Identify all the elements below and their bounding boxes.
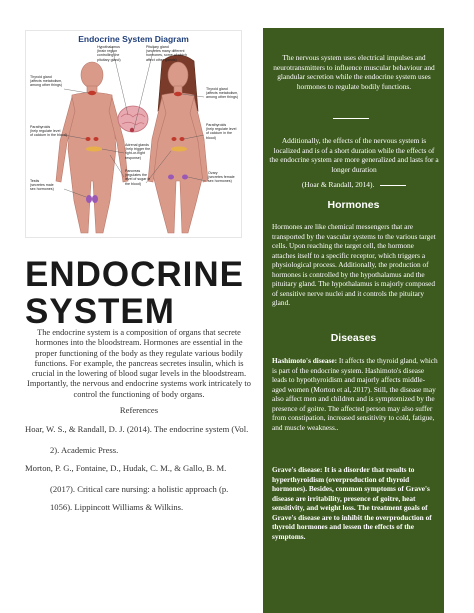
reference-2-line-1: Morton, P. G., Fontaine, D., Hudak, C. M., & Gallo, B. M.	[25, 463, 227, 473]
divider-rule-1	[333, 118, 369, 119]
page-title-line-2: SYSTEM	[25, 292, 175, 331]
hormones-paragraph: Hormones are like chemical messengers that are transported by the vascular systems to the various target cells. Upon reaching the target cell, the hormone attaches itself to a specific receptor, which triggers a physiological process. Additionally, the production of hormones is controlled by the hypothalamus and the pituitary gland. The hypothalamus is majorly composed of sensitive nerve nuclei and it controls the pituitary gland.	[272, 222, 436, 307]
reference-1	[25, 423, 260, 456]
label-ovary: Ovary (secretes female sex hormones)	[208, 171, 235, 184]
effects-citation-line	[269, 180, 439, 190]
hashimoto-paragraph	[272, 356, 438, 432]
effects-citation: (Hoar & Randall, 2014).	[301, 180, 375, 189]
graves-paragraph: Grave's disease: It is a disorder that results to hyperthyroidism (overproduction of thyroid hormones). Besides, common symptoms of Grave's disease are irritability, presence of goitre, heat sensitivity, and weight loss. The treatment goals of Grave's disease are to inhibit the overproduction of thyroid hormones and lessen the effects of the symptoms.	[272, 465, 432, 541]
nervous-vs-endocrine-paragraph: The nervous system uses electrical impulses and neurotransmitters to influence muscular behaviour and glandular secretion while the endocrine system uses hormones to regulate bodily functions.	[273, 53, 435, 91]
hormones-heading: Hormones	[327, 199, 380, 211]
label-parathyroids-left: Parathyroids (help regulate level of calcium in the blood)	[30, 125, 67, 138]
hashimoto-label: Hashimoto's disease:	[272, 356, 338, 365]
page-title-line-1: ENDOCRINE	[25, 255, 245, 294]
diagram-title: Endocrine System Diagram	[78, 34, 189, 44]
label-thyroid-left: Thyroid gland (affects metabolism, among other things)	[30, 75, 63, 88]
endocrine-diagram	[25, 30, 242, 238]
reference-2-line-3: 1056). Lippincott Williams & Wilkins.	[50, 502, 184, 512]
intro-paragraph: The endocrine system is a composition of organs that secrete hormones into the bloodstream. Hormones are essential in the proper functioning of the body as they regulate various bodily functions. For example, the pancreas secretes insulin, which is crucial in the lowering of blood sugar levels in the bloodstream. Importantly, the nervous and endocrine systems work intricately to control the functioning of body organs.	[27, 328, 251, 399]
reference-2-line-2: (2017). Critical care nursing: a holistic approach (p.	[50, 484, 229, 494]
reference-1-line-2: 2). Academic Press.	[50, 445, 119, 455]
label-testis: Testis (secretes male sex hormones)	[30, 179, 54, 192]
label-adrenal: Adrenal glands (help trigger the fight-or-flight response)	[125, 143, 151, 160]
right-column-panel	[263, 28, 444, 613]
label-parathyroids-right: Parathyroids (help regulate level of calcium in the blood)	[206, 123, 237, 140]
label-pituitary: Pituitary gland (secretes many different hormones, some of which affect other glands)	[146, 45, 187, 62]
label-pancreas: Pancreas (regulates the level of sugar in the blood)	[125, 169, 151, 186]
reference-2	[25, 462, 260, 513]
effects-paragraph: Additionally, the effects of the nervous system is localized and is of a short duration while the effects of the endocrine system are more generalized and lasts for a longer duration	[269, 136, 439, 174]
label-thyroid-right: Thyroid gland (affects metabolism, among other things)	[206, 87, 239, 100]
label-hypothalamus: Hypothalamus (brain region controlling the pituitary gland)	[97, 45, 121, 62]
references-heading: References	[119, 405, 159, 415]
diseases-heading: Diseases	[330, 332, 377, 344]
page-title	[25, 256, 260, 330]
hashimoto-text: It affects the thyroid gland, which is part of the endocrine system. Hashimoto's disease leads to hypothyroidism and majorly affects middle-aged women (Morton et al, 2017). Still, the disease may also affect men and children and is symptomized by the presence of goitre. The affected person may also suffer from constipation, increased sensitivity to cold, fatigue, and muscle weakness..	[272, 356, 438, 432]
divider-rule-2	[380, 185, 406, 186]
reference-1-line-1: Hoar, W. S., & Randall, D. J. (2014). The endocrine system (Vol.	[25, 424, 249, 434]
